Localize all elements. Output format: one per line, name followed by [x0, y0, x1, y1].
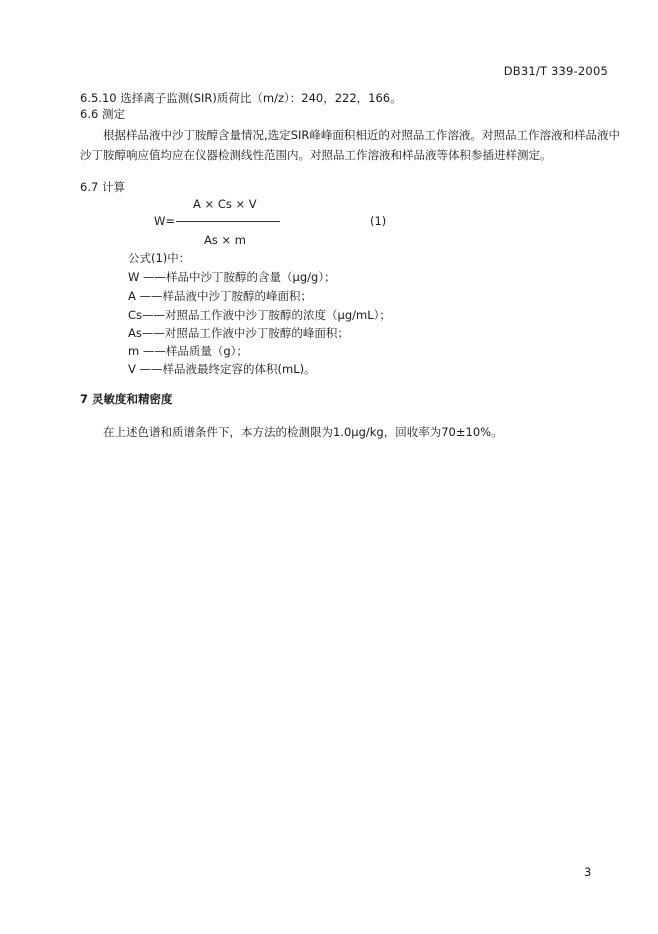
- formula-numerator: A × Cs × V: [193, 197, 257, 211]
- standard-code: DB31/T 339-2005: [503, 64, 608, 78]
- section-6-6-heading: 6.6 测定: [80, 107, 125, 121]
- definition-item: A ——样品液中沙丁胺醇的峰面积；: [128, 289, 313, 303]
- fraction-bar: [176, 221, 280, 222]
- definition-item: m ——样品质量（g）；: [128, 344, 248, 358]
- section-7-body: 在上述色谱和质谱条件下，本方法的检测限为1.0μg/kg，回收率为70±10%。: [103, 425, 503, 439]
- formula-lhs: W=: [154, 214, 176, 228]
- formula-denominator: As × m: [204, 233, 247, 247]
- section-6-5-10: 6.5.10 选择离子监测(SIR)质荷比（m/z）：240，222，166。: [80, 91, 402, 105]
- page-number: 3: [584, 865, 592, 879]
- definition-item: V ——样品液最终定容的体积(mL)。: [128, 362, 316, 376]
- section-7-heading: 7 灵敏度和精密度: [80, 392, 173, 406]
- formula-number: (1): [370, 214, 387, 228]
- section-6-7-heading: 6.7 计算: [80, 180, 125, 194]
- definition-item: Cs——对照品工作液中沙丁胺醇的浓度（μg/mL）；: [128, 308, 391, 322]
- definition-item: W ——样品中沙丁胺醇的含量（μg/g）；: [128, 270, 336, 284]
- definitions-intro: 公式(1)中：: [128, 251, 191, 265]
- section-6-6-body: 根据样品液中沙丁胺醇含量情况,选定SIR峰峰面积相近的对照品工作溶液。对照品工作溶液和样品液中沙丁胺醇响应值均应在仪器检测线性范围内。对照品工作溶液和样品液等体积参插进样测定。: [80, 128, 620, 162]
- definition-item: As——对照品工作液中沙丁胺醇的峰面积；: [128, 326, 349, 340]
